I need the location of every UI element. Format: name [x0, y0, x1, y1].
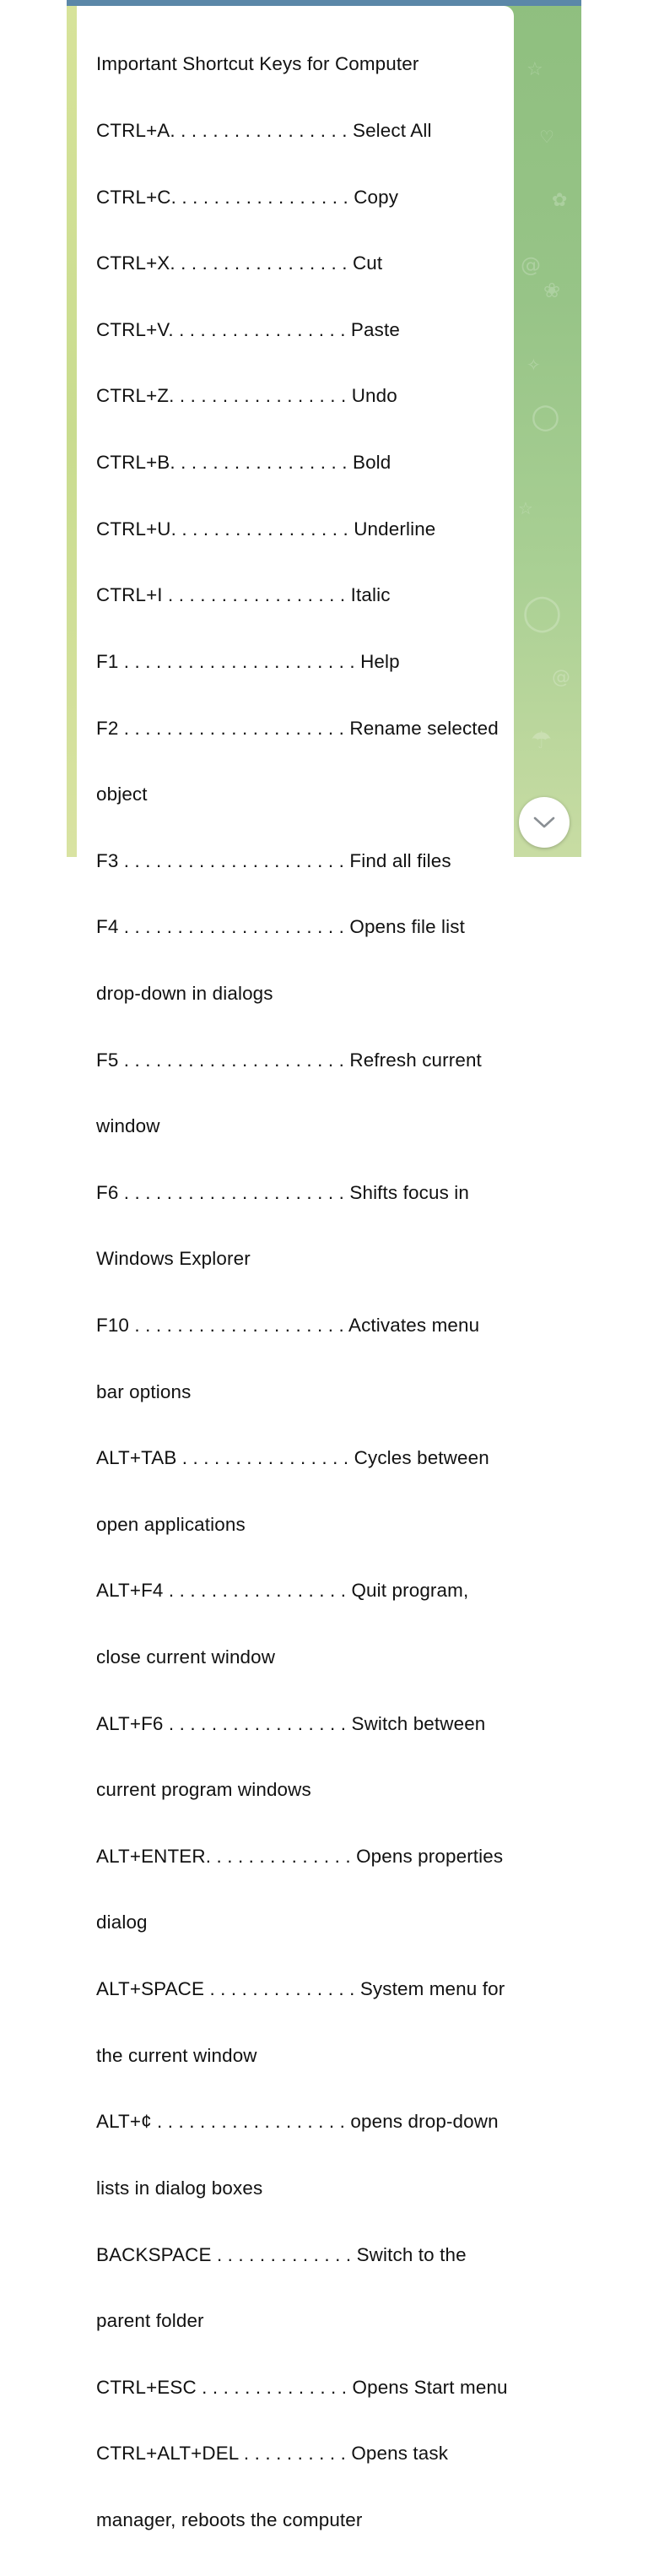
message-line: dialog [96, 1912, 148, 1933]
message-line: parent folder [96, 2310, 204, 2332]
message-line: lists in dialog boxes [96, 2177, 263, 2199]
message-line: ALT+ENTER. . . . . . . . . . . . . . Opens properties [96, 1845, 504, 1867]
message-line: F6 . . . . . . . . . . . . . . . . . . . . . Shifts focus in [96, 1181, 470, 1203]
chevron-down-icon [533, 816, 555, 829]
message-line: Windows Explorer [96, 1248, 251, 1270]
message-line: CTRL+Z. . . . . . . . . . . . . . . . . Undo [96, 385, 397, 407]
message-line: the current window [96, 2044, 257, 2066]
spiral-doodle-icon: @ [521, 253, 541, 277]
star-doodle-icon: ☆ [518, 498, 533, 518]
message-line: CTRL+I . . . . . . . . . . . . . . . . . Italic [96, 584, 391, 606]
message-line: F4 . . . . . . . . . . . . . . . . . . . . . Opens file list [96, 916, 466, 938]
message-line: close current window [96, 1646, 276, 1668]
message-line: ALT+SPACE . . . . . . . . . . . . . . System menu for [96, 1978, 505, 2000]
top-bar [67, 0, 581, 6]
balloon-doodle-icon: ○ [531, 397, 560, 436]
message-line: window [96, 1115, 160, 1137]
message-line: bar options [96, 1380, 192, 1402]
message-line: CTRL+ALT+DEL . . . . . . . . . . Opens task [96, 2443, 449, 2465]
message-line: current program windows [96, 1779, 311, 1801]
message-line: CTRL+B. . . . . . . . . . . . . . . . . Bold [96, 452, 392, 474]
message-line: ALT+¢ . . . . . . . . . . . . . . . . . . opens drop-down [96, 2111, 499, 2133]
message-line: BACKSPACE . . . . . . . . . . . . . Switch to the [96, 2243, 467, 2265]
star-doodle-icon: ☆ [526, 59, 543, 80]
scroll-down-button[interactable] [519, 797, 570, 848]
message-line: CTRL+X. . . . . . . . . . . . . . . . . Cut [96, 252, 383, 274]
umbrella-doodle-icon: ☂ [531, 726, 553, 754]
message-line: ALT+F4 . . . . . . . . . . . . . . . . . Quit program, [96, 1580, 469, 1602]
message-line: ALT+F6 . . . . . . . . . . . . . . . . . Switch between [96, 1712, 486, 1734]
heart-doodle-icon: ♡ [539, 127, 554, 147]
left-edge-strip [67, 6, 77, 857]
message-line: F10 . . . . . . . . . . . . . . . . . . . . Activates menu [96, 1314, 480, 1336]
message-line: CTRL+V. . . . . . . . . . . . . . . . . Paste [96, 318, 400, 340]
message-title: Important Shortcut Keys for Computer [96, 53, 419, 75]
message-line: F3 . . . . . . . . . . . . . . . . . . . . . Find all files [96, 849, 451, 871]
message-line: open applications [96, 1513, 246, 1535]
message-line: manager, reboots the computer [96, 2508, 363, 2530]
message-line: F1 . . . . . . . . . . . . . . . . . . . . . . Help [96, 650, 400, 672]
flower-doodle-icon: ❀ [543, 279, 561, 302]
message-text [96, 9, 514, 2576]
star-doodle-icon: ✧ [526, 355, 541, 375]
message-line: ALT+TAB . . . . . . . . . . . . . . . . Cycles between [96, 1447, 489, 1469]
message-line: F5 . . . . . . . . . . . . . . . . . . . . . Refresh current [96, 1049, 482, 1071]
message-line: CTRL+C. . . . . . . . . . . . . . . . . Copy [96, 186, 399, 208]
message-line: CTRL+U. . . . . . . . . . . . . . . . . Underline [96, 518, 436, 540]
circle-doodle-icon: ◯ [522, 591, 563, 632]
message-line: object [96, 784, 148, 805]
message-line: drop-down in dialogs [96, 982, 273, 1004]
message-line: F2 . . . . . . . . . . . . . . . . . . . . . Rename selected [96, 717, 499, 739]
spiral-doodle-icon: @ [552, 667, 570, 688]
message-line: CTRL+A. . . . . . . . . . . . . . . . . Select All [96, 120, 432, 142]
message-line: CTRL+ESC . . . . . . . . . . . . . . Opens Start menu [96, 2376, 508, 2398]
paw-doodle-icon: ✿ [552, 190, 568, 211]
message-bubble[interactable] [77, 6, 514, 2530]
